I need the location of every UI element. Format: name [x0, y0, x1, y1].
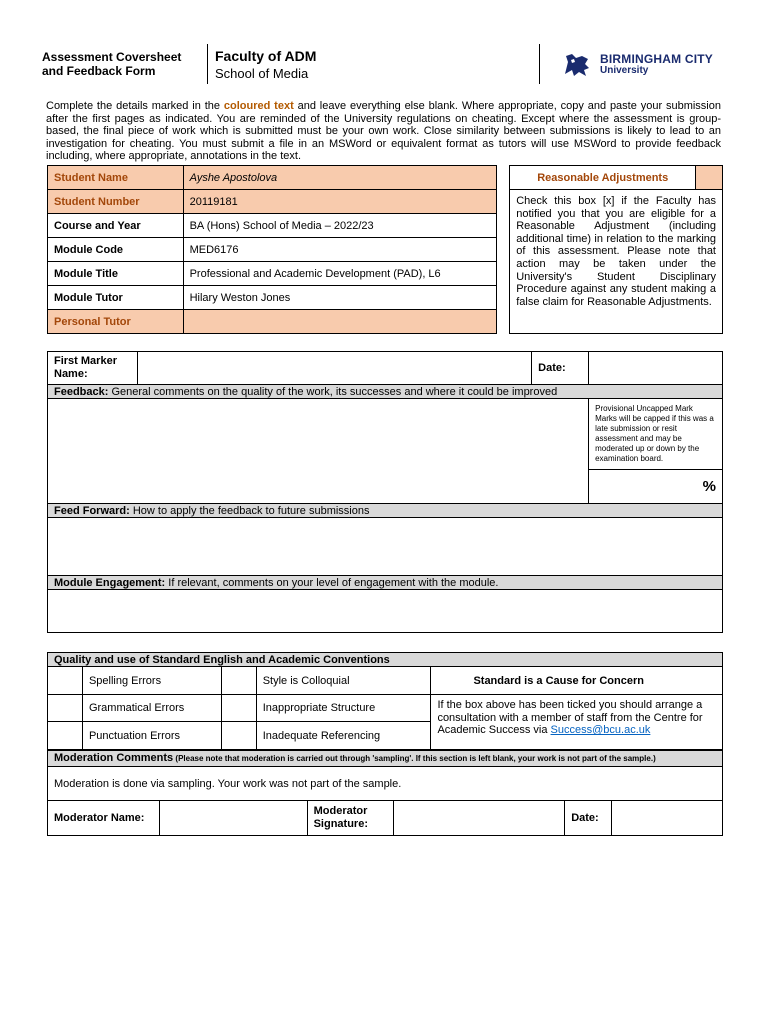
moderator-name-field[interactable]	[159, 801, 307, 836]
instructions-paragraph	[46, 100, 721, 163]
spelling-label: Spelling Errors	[82, 667, 221, 695]
reasonable-adjustments-checkbox[interactable]	[696, 166, 723, 190]
feedback-label: Feedback:	[54, 385, 109, 398]
structure-label: Inappropriate Structure	[256, 695, 431, 722]
quality-title: Quality and use of Standard English and Academic Conventions	[48, 653, 723, 667]
feedback-table	[47, 351, 723, 633]
logo-text-line2: University	[600, 65, 649, 76]
moderation-header	[48, 751, 723, 767]
logo-text-line1: BIRMINGHAM CITY	[600, 52, 713, 66]
lion-crest-icon	[562, 50, 592, 80]
student-name-field[interactable]: Ayshe Apostolova	[183, 166, 497, 190]
feed-forward-area[interactable]	[48, 518, 723, 576]
instructions-start: Complete the details marked in the	[46, 100, 224, 112]
moderation-date-field[interactable]	[612, 801, 723, 836]
moderation-comments: Moderation is done via sampling. Your work was not part of the sample.	[48, 767, 723, 801]
student-details-table	[47, 165, 723, 334]
referencing-label: Inadequate Referencing	[256, 722, 431, 750]
university-logo	[562, 50, 713, 80]
colloquial-checkbox[interactable]	[221, 667, 256, 695]
header-divider-left	[207, 44, 208, 84]
form-title-line2: and Feedback Form	[42, 64, 156, 78]
grammatical-label: Grammatical Errors	[82, 695, 221, 722]
school-name: School of Media	[215, 66, 309, 81]
first-marker-field[interactable]	[137, 352, 531, 385]
faculty-name: Faculty of ADM	[215, 48, 317, 64]
referencing-checkbox[interactable]	[221, 722, 256, 750]
feedback-comments-area[interactable]	[48, 399, 589, 504]
reasonable-adjustments-text: Check this box [x] if the Faculty has notified you that you are eligible for a Reasonable Adjustment (including additional time) in relation to the marking of this assessment. Please note that action may be taken under the University's Student Disciplinary Procedure against any student making a false claim for Reasonable Adjustments.	[510, 190, 723, 334]
student-number-field[interactable]: 20119181	[183, 190, 497, 214]
structure-checkbox[interactable]	[221, 695, 256, 722]
module-tutor-field: Hilary Weston Jones	[183, 286, 497, 310]
moderation-label: Moderation Comments	[54, 752, 174, 764]
moderation-date-label: Date:	[565, 801, 612, 836]
reasonable-adjustments-label: Reasonable Adjustments	[510, 166, 696, 190]
feed-forward-description: How to apply the feedback to future submissions	[129, 504, 370, 517]
course-label: Course and Year	[48, 214, 184, 238]
feedback-header	[48, 385, 723, 399]
feed-forward-header	[48, 504, 723, 518]
personal-tutor-field[interactable]	[183, 310, 497, 334]
punctuation-checkbox[interactable]	[48, 722, 83, 750]
concern-text	[431, 695, 723, 750]
first-marker-date-field[interactable]	[589, 352, 723, 385]
instructions-rest: and leave everything else blank. Where appropriate, copy and paste your submission after the first pages as indicated. You are reminded of the University regulations on cheating. Except where the assessment is group-based, the final piece of work which is submitted must be your own work. Close similarity between submissions is likely to lead to an investigation for cheating. You must submit a file in an MSWord or equivalent format as tutors will use MSWord to provide feedback including, where appropriate, annotations in the text.	[46, 100, 721, 163]
header-divider-right	[539, 44, 540, 84]
moderation-note: (Please note that moderation is carried out through 'sampling'. If this section is left blank, your work is not part of the sample.)	[173, 754, 656, 763]
success-email-link[interactable]: Success@bcu.ac.uk	[550, 724, 651, 737]
grammatical-checkbox[interactable]	[48, 695, 83, 722]
module-code-field: MED6176	[183, 238, 497, 262]
form-title	[42, 50, 181, 78]
engagement-area[interactable]	[48, 590, 723, 633]
moderation-table	[47, 750, 723, 836]
mark-percent-field[interactable]: %	[589, 470, 723, 504]
feed-forward-label: Feed Forward:	[54, 504, 130, 517]
engagement-label: Module Engagement:	[54, 576, 166, 589]
module-code-label: Module Code	[48, 238, 184, 262]
coloured-text-highlight: coloured text	[223, 100, 294, 112]
moderator-name-label: Moderator Name:	[48, 801, 160, 836]
quality-table	[47, 652, 723, 750]
form-title-line1: Assessment Coversheet	[42, 50, 182, 64]
student-number-label: Student Number	[48, 190, 184, 214]
module-tutor-label: Module Tutor	[48, 286, 184, 310]
concern-label: Standard is a Cause for Concern	[431, 667, 723, 695]
moderator-signature-label: Moderator Signature:	[307, 801, 393, 836]
module-title-label: Module Title	[48, 262, 184, 286]
moderator-signature-field[interactable]	[393, 801, 565, 836]
engagement-description: If relevant, comments on your level of engagement with the module.	[165, 576, 499, 589]
faculty-block	[215, 48, 316, 82]
spelling-checkbox[interactable]	[48, 667, 83, 695]
first-marker-date-label: Date:	[532, 352, 589, 385]
engagement-header	[48, 576, 723, 590]
punctuation-label: Punctuation Errors	[82, 722, 221, 750]
module-title-field: Professional and Academic Development (PAD), L6	[183, 262, 497, 286]
course-field: BA (Hons) School of Media – 2022/23	[183, 214, 497, 238]
concern-text-body: If the box above has been ticked you should arrange a consultation with a member of staff from the Centre for Academic Success via	[437, 699, 703, 737]
provisional-mark-note: Provisional Uncapped Mark Marks will be capped if this was a late submission or resit assessment and may be moderated up or down by the examination board.	[589, 399, 723, 470]
first-marker-label: First Marker Name:	[48, 352, 138, 385]
student-name-label: Student Name	[48, 166, 184, 190]
personal-tutor-label: Personal Tutor	[48, 310, 184, 334]
feedback-description: General comments on the quality of the work, its successes and where it could be improved	[108, 385, 558, 398]
colloquial-label: Style is Colloquial	[256, 667, 431, 695]
